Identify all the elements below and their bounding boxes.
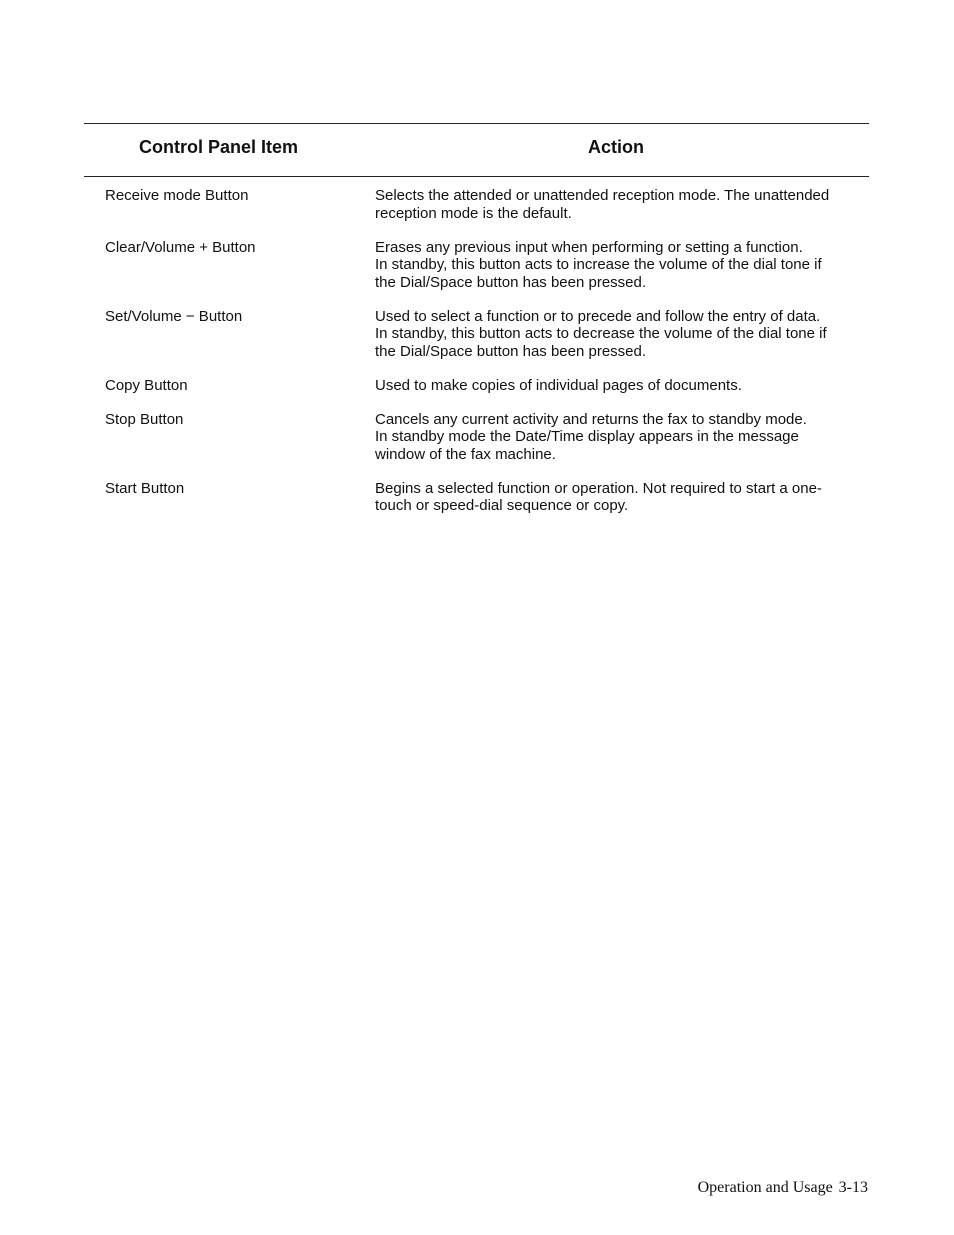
table-row [84,308,869,361]
action-line: the Dial/Space button has been pressed. [375,342,647,360]
action-line: touch or speed-dial sequence or copy. [375,497,629,514]
control-item-name: Start Button [105,479,185,497]
control-item-action [354,239,844,292]
table-row [84,411,869,464]
control-item-name: Set/Volume − Button [105,307,243,325]
control-item-action [354,377,844,395]
table-header-row [84,124,869,177]
action-line: In standby, this button acts to increase the volume of the dial tone if [375,256,822,273]
action-line: reception mode is the default. [375,204,572,222]
control-item-action [354,480,844,515]
header-action: Action [588,137,644,157]
action-line: Used to make copies of individual pages of documents. [375,376,742,394]
control-item-name: Copy Button [105,376,188,394]
control-item-name: Receive mode Button [105,187,249,204]
table-body [84,177,869,515]
table-row [84,377,869,395]
action-line: Begins a selected function or operation. Not required to start a one- [375,479,822,497]
action-line: Used to select a function or to precede and follow the entry of data. [375,307,821,325]
control-item-name: Stop Button [105,410,184,428]
table-row [84,187,869,222]
header-control-panel-item: Control Panel Item [139,137,299,157]
page-footer [698,1179,868,1197]
action-line: In standby mode the Date/Time display appears in the message [375,428,799,445]
action-line: Cancels any current activity and returns the fax to standby mode. [375,410,807,428]
page-number: 3-13 [838,1179,868,1196]
control-panel-table [84,123,869,531]
control-item-name: Clear/Volume + Button [105,238,256,256]
table-row [84,480,869,515]
action-line: In standby, this button acts to decrease the volume of the dial tone if [375,325,827,342]
action-line: the Dial/Space button has been pressed. [375,273,647,291]
control-item-action [354,411,844,464]
action-line: Selects the attended or unattended reception mode. The unattended [375,187,830,204]
table-row [84,239,869,292]
control-item-action [354,308,844,361]
action-line: window of the fax machine. [375,445,556,463]
control-item-action [354,187,844,222]
action-line: Erases any previous input when performing or setting a function. [375,238,803,256]
footer-section-title: Operation and Usage [697,1179,833,1196]
